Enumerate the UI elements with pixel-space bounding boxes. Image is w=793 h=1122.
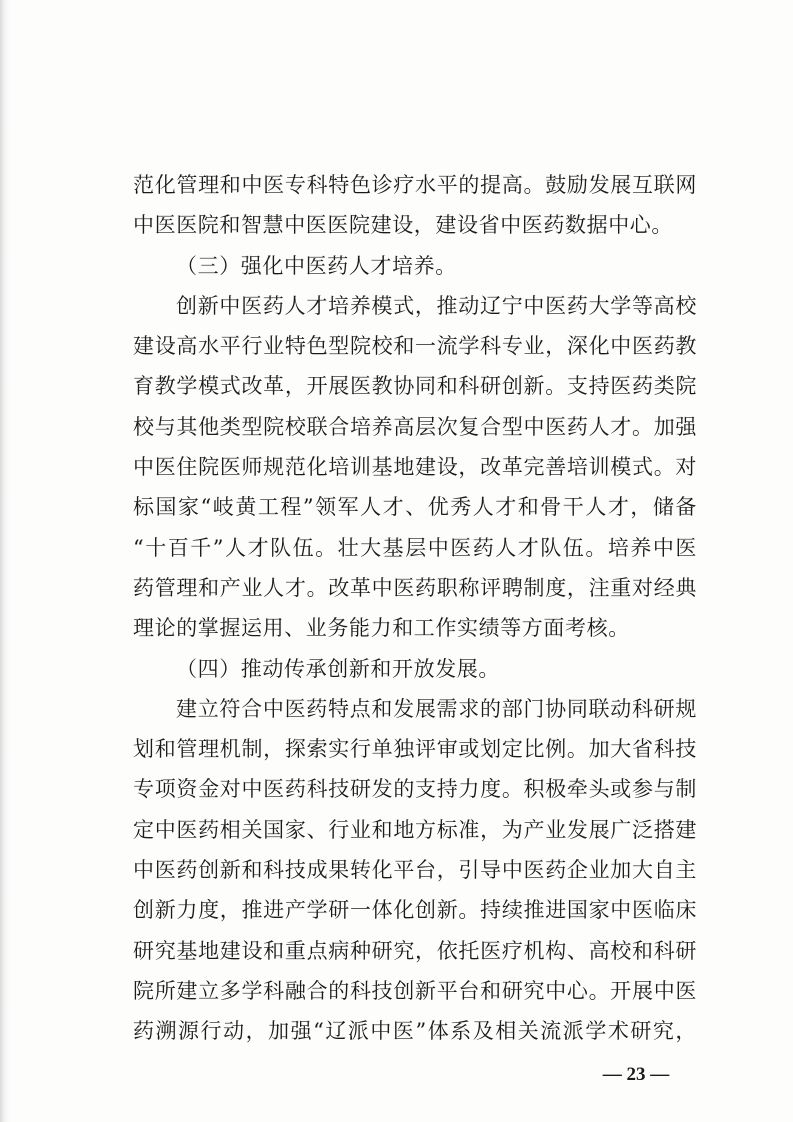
text-line: 定中医药相关国家、行业和地方标准，为产业发展广泛搭建 (133, 817, 697, 842)
text-line: 药管理和产业人才。改革中医药职称评聘制度，注重对经典 (133, 575, 697, 600)
text-line: 育教学模式改革，开展医教协同和科研创新。支持医药类院 (133, 374, 697, 399)
text-line: 院所建立多学科融合的科技创新平台和研究中心。开展中医 (133, 978, 697, 1003)
text-line: 药溯源行动，加强“辽派中医”体系及相关流派学术研究， (133, 1019, 697, 1044)
text-line: “十百千”人才队伍。壮大基层中医药人才队伍。培养中医 (133, 535, 697, 560)
text-line: 范化管理和中医专科特色诊疗水平的提高。鼓励发展互联网 (133, 173, 697, 197)
text-line: 研究基地建设和重点病种研究，依托医疗机构、高校和科研 (133, 938, 697, 963)
body-text (133, 165, 697, 1052)
scan-edge-shadow (0, 0, 10, 1122)
text-line: 划和管理机制，探索实行单独评审或划定比例。加大省科技 (133, 737, 697, 762)
text-line: 建设高水平行业特色型院校和一流学科专业，深化中医药教 (133, 334, 697, 359)
text-line: 校与其他类型院校联合培养高层次复合型中医药人才。加强 (133, 414, 697, 439)
text-line: 建立符合中医药特点和发展需求的部门协同联动科研规 (176, 696, 697, 721)
text-line: 创新力度，推进产学研一体化创新。持续推进国家中医临床 (133, 898, 697, 923)
text-line: 专项资金对中医药科技研发的支持力度。积极牵头或参与制 (133, 777, 697, 802)
page-number: — 23 — (602, 1064, 670, 1085)
text-line: 理论的掌握运用、业务能力和工作实绩等方面考核。 (133, 616, 630, 641)
text-line: 中医住院医师规范化培训基地建设，改革完善培训模式。对 (133, 455, 697, 480)
text-line: 中医药创新和科技成果转化平台，引导中医药企业加大自主 (133, 858, 697, 883)
section-heading-3: （三）强化中医药人才培养。 (176, 253, 457, 278)
text-line: 标国家“岐黄工程”领军人才、优秀人才和骨干人才，储备 (133, 495, 697, 520)
text-line: 创新中医药人才培养模式，推动辽宁中医药大学等高校 (176, 293, 697, 318)
text-line: 中医医院和智慧中医医院建设，建设省中医药数据中心。 (133, 213, 673, 238)
section-heading-4: （四）推动传承创新和开放发展。 (176, 656, 500, 681)
